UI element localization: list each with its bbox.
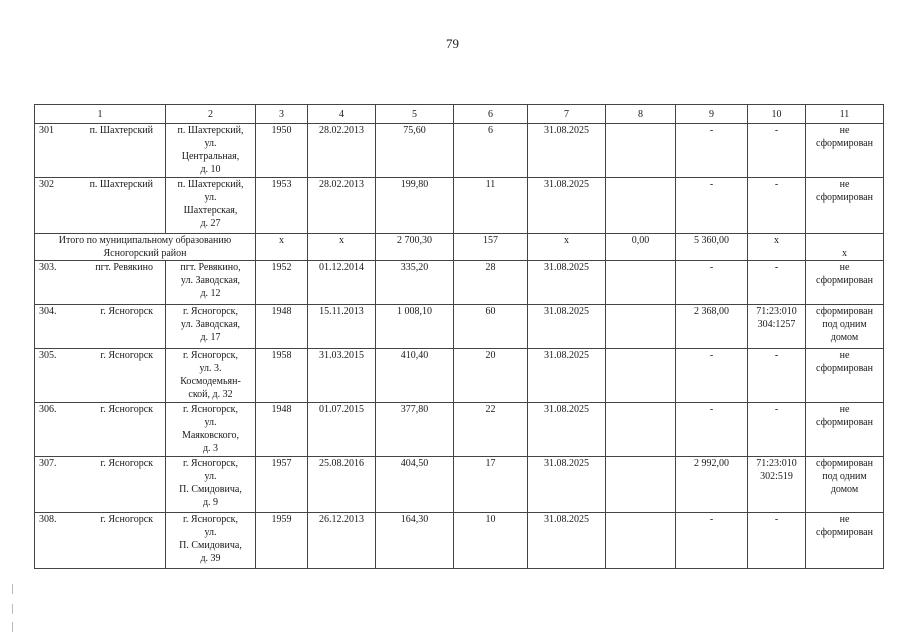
cadastral-line: 71:23:010 (756, 306, 797, 317)
cell-number-settlement (35, 349, 166, 403)
cell-area: 404,50 (376, 457, 454, 513)
cell-year: 1959 (256, 513, 308, 569)
settlement-name: г. Ясногорск (100, 514, 153, 525)
header-row (35, 105, 884, 124)
cell-col9: - (676, 513, 748, 569)
table-row (35, 349, 884, 403)
row-number: 301 (39, 125, 54, 136)
address-line: д. 12 (200, 288, 221, 299)
cadastral-line: - (774, 350, 779, 361)
number-settlement (37, 349, 163, 362)
address-line: Космодемьян- (180, 376, 241, 387)
summary-label-line: Итого по муниципальному образованию (58, 235, 232, 246)
cell-col8 (606, 124, 676, 178)
number-settlement (37, 457, 163, 470)
address-line: г. Ясногорск, (182, 458, 239, 469)
cell-residents: 17 (454, 457, 528, 513)
cell-cadastral (748, 124, 806, 178)
table-row (35, 305, 884, 349)
cell-residents: 22 (454, 403, 528, 457)
cell-address (166, 457, 256, 513)
cell-address (166, 513, 256, 569)
cell-residents: 10 (454, 513, 528, 569)
number-settlement (37, 124, 163, 137)
address-line: П. Смидовича, (179, 484, 242, 495)
number-settlement (37, 513, 163, 526)
cell-address (166, 305, 256, 349)
settlement-name: г. Ясногорск (100, 404, 153, 415)
land-status-line: не (839, 404, 850, 415)
settlement-name: г. Ясногорск (100, 458, 153, 469)
cell-area: 335,20 (376, 261, 454, 305)
cell-cadastral (748, 261, 806, 305)
column-header-7: 7 (528, 105, 606, 124)
address-line: д. 9 (202, 497, 219, 508)
cell-cadastral (748, 349, 806, 403)
cell-year: 1948 (256, 305, 308, 349)
table-row (35, 261, 884, 305)
address-line: ской, д. 32 (188, 389, 233, 400)
cell-col8 (606, 403, 676, 457)
cell-date: 26.12.2013 (308, 513, 376, 569)
summary-label-line: Ясногорский район (103, 248, 187, 259)
address-line: г. Ясногорск, (182, 306, 239, 317)
table-row (35, 178, 884, 234)
land-status-line: сформирован (816, 192, 873, 203)
cell-address (166, 178, 256, 234)
column-header-2: 2 (166, 105, 256, 124)
land-status-line: не (839, 262, 850, 273)
land-status-line: не (839, 179, 850, 190)
cell-number-settlement (35, 305, 166, 349)
land-status-line: сформирован (816, 458, 873, 469)
address-line: ул. Заводская, (180, 319, 241, 330)
cell-col8 (606, 261, 676, 305)
cell-year: 1958 (256, 349, 308, 403)
cell-number-settlement (35, 124, 166, 178)
cadastral-line: - (774, 262, 779, 273)
cell-residents: 6 (454, 124, 528, 178)
address-line: ул. (204, 192, 217, 203)
cell-cadastral (748, 178, 806, 234)
address-line: ул. (204, 471, 217, 482)
summary-row (35, 234, 884, 261)
address-line: г. Ясногорск, (182, 350, 239, 361)
cadastral-line: - (774, 179, 779, 190)
cell-col8 (606, 513, 676, 569)
margin-mark (12, 622, 13, 632)
cell-deadline: 31.08.2025 (528, 403, 606, 457)
column-header-6: 6 (454, 105, 528, 124)
address-line: д. 10 (200, 164, 221, 175)
row-number: 303. (39, 262, 57, 273)
cell-area: 2 700,30 (376, 234, 454, 261)
row-number: 304. (39, 306, 57, 317)
cadastral-line: - (774, 514, 779, 525)
column-header-5: 5 (376, 105, 454, 124)
cell-area: 410,40 (376, 349, 454, 403)
cell-deadline: 31.08.2025 (528, 124, 606, 178)
address-line: П. Смидовича, (179, 540, 242, 551)
address-line: г. Ясногорск, (182, 514, 239, 525)
address-line: ул. Заводская, (180, 275, 241, 286)
cell-number-settlement (35, 513, 166, 569)
land-status-line: не (839, 125, 850, 136)
cell-number-settlement (35, 457, 166, 513)
cell-date: 28.02.2013 (308, 124, 376, 178)
settlement-name: пгт. Ревякино (95, 262, 153, 273)
cell-col8 (606, 178, 676, 234)
table-row (35, 457, 884, 513)
cell-year: 1957 (256, 457, 308, 513)
cell-deadline: 31.08.2025 (528, 261, 606, 305)
cell-address (166, 403, 256, 457)
address-line: п. Шахтерский, (177, 125, 244, 136)
cell-area: 377,80 (376, 403, 454, 457)
cell-residents: 28 (454, 261, 528, 305)
cell-deadline: 31.08.2025 (528, 305, 606, 349)
cadastral-line: x (774, 235, 779, 246)
cell-year: 1948 (256, 403, 308, 457)
cell-col9: - (676, 261, 748, 305)
cell-col8 (606, 457, 676, 513)
land-status-line: сформирован (816, 417, 873, 428)
land-status-line: домом (830, 332, 859, 343)
settlement-name: п. Шахтерский (89, 125, 153, 136)
column-header-1: 1 (35, 105, 166, 124)
address-line: ул. (204, 527, 217, 538)
column-header-11: 11 (806, 105, 884, 124)
cell-deadline: 31.08.2025 (528, 349, 606, 403)
cell-year: 1950 (256, 124, 308, 178)
cell-deadline: 31.08.2025 (528, 513, 606, 569)
land-status-line: не (839, 350, 850, 361)
column-header-3: 3 (256, 105, 308, 124)
cell-number-settlement (35, 261, 166, 305)
cell-year: x (256, 234, 308, 261)
cell-cadastral (748, 403, 806, 457)
cell-col8 (606, 305, 676, 349)
land-status-line: сформирован (816, 527, 873, 538)
cell-year: 1953 (256, 178, 308, 234)
number-settlement (37, 305, 163, 318)
number-settlement (37, 261, 163, 274)
land-status-line: не (839, 514, 850, 525)
address-line: д. 3 (202, 443, 219, 454)
cell-land-status (806, 261, 884, 305)
table-row (35, 403, 884, 457)
address-line: ул. (204, 417, 217, 428)
land-status-line: сформирован (816, 363, 873, 374)
address-line: д. 17 (200, 332, 221, 343)
cadastral-line: - (774, 404, 779, 415)
margin-mark (12, 604, 13, 614)
cell-land-status (806, 513, 884, 569)
cadastral-line: 302:519 (760, 471, 793, 482)
cell-col9: - (676, 178, 748, 234)
cell-date: x (308, 234, 376, 261)
summary-label (35, 234, 256, 261)
cell-date: 28.02.2013 (308, 178, 376, 234)
page-number: 79 (446, 36, 459, 51)
cell-col8: 0,00 (606, 234, 676, 261)
table-row (35, 513, 884, 569)
cell-residents: 11 (454, 178, 528, 234)
land-status-line: домом (830, 484, 859, 495)
number-settlement (37, 178, 163, 191)
cell-year: 1952 (256, 261, 308, 305)
land-status-line: сформирован (816, 306, 873, 317)
column-header-4: 4 (308, 105, 376, 124)
cell-date: 25.08.2016 (308, 457, 376, 513)
cell-residents: 20 (454, 349, 528, 403)
address-line: п. Шахтерский, (177, 179, 244, 190)
address-line: Шахтерская, (183, 205, 238, 216)
cell-col9: - (676, 403, 748, 457)
cell-deadline: 31.08.2025 (528, 178, 606, 234)
cell-date: 01.07.2015 (308, 403, 376, 457)
row-number: 307. (39, 458, 57, 469)
cell-cadastral (748, 513, 806, 569)
cell-cadastral (748, 457, 806, 513)
cell-area: 75,60 (376, 124, 454, 178)
column-header-9: 9 (676, 105, 748, 124)
land-status-line: сформирован (816, 275, 873, 286)
row-number: 308. (39, 514, 57, 525)
cell-land-status (806, 178, 884, 234)
cell-land-status (806, 234, 884, 261)
land-status-line: под одним (822, 471, 867, 482)
margin-mark (12, 584, 13, 594)
cell-number-settlement (35, 403, 166, 457)
cell-date: 15.11.2013 (308, 305, 376, 349)
cell-land-status (806, 305, 884, 349)
column-header-8: 8 (606, 105, 676, 124)
cell-deadline: 31.08.2025 (528, 457, 606, 513)
table-row (35, 124, 884, 178)
settlement-name: г. Ясногорск (100, 306, 153, 317)
cell-address (166, 261, 256, 305)
cell-address (166, 349, 256, 403)
row-number: 302 (39, 179, 54, 190)
cadastral-line: 304:1257 (757, 319, 796, 330)
land-status-line: под одним (822, 319, 867, 330)
cell-residents: 60 (454, 305, 528, 349)
cell-land-status (806, 403, 884, 457)
row-number: 305. (39, 350, 57, 361)
column-header-10: 10 (748, 105, 806, 124)
row-number: 306. (39, 404, 57, 415)
cell-land-status (806, 349, 884, 403)
cell-col9: - (676, 349, 748, 403)
number-settlement (37, 403, 163, 416)
cell-cadastral (748, 305, 806, 349)
cadastral-line: - (774, 125, 779, 136)
cell-deadline: x (528, 234, 606, 261)
cadastral-line: 71:23:010 (756, 458, 797, 469)
settlement-name: г. Ясногорск (100, 350, 153, 361)
land-status-line: x (842, 248, 847, 259)
address-line: г. Ясногорск, (182, 404, 239, 415)
cell-address (166, 124, 256, 178)
cell-col9: 2 992,00 (676, 457, 748, 513)
land-status-line: сформирован (816, 138, 873, 149)
cell-area: 199,80 (376, 178, 454, 234)
cell-col8 (606, 349, 676, 403)
cell-cadastral (748, 234, 806, 261)
settlement-name: п. Шахтерский (89, 179, 153, 190)
cell-date: 01.12.2014 (308, 261, 376, 305)
address-line: ул. 3. (199, 363, 222, 374)
address-line: Центральная, (181, 151, 240, 162)
address-line: ул. (204, 138, 217, 149)
cell-residents: 157 (454, 234, 528, 261)
cell-area: 164,30 (376, 513, 454, 569)
housing-registry-table (34, 104, 884, 569)
cell-land-status (806, 124, 884, 178)
cell-col9: - (676, 124, 748, 178)
address-line: д. 39 (200, 553, 221, 564)
cell-area: 1 008,10 (376, 305, 454, 349)
address-line: д. 27 (200, 218, 221, 229)
cell-col9: 5 360,00 (676, 234, 748, 261)
address-line: пгт. Ревякино, (180, 262, 241, 273)
address-line: Маяковского, (181, 430, 240, 441)
cell-col9: 2 368,00 (676, 305, 748, 349)
cell-date: 31.03.2015 (308, 349, 376, 403)
cell-number-settlement (35, 178, 166, 234)
cell-land-status (806, 457, 884, 513)
